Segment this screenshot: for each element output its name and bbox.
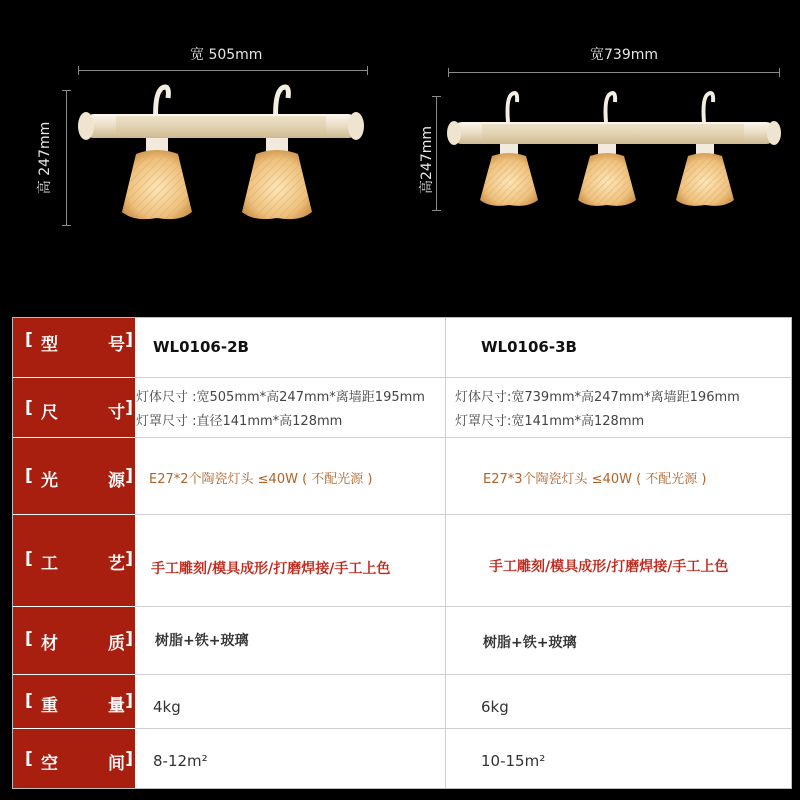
craft-right: 手工雕刻/模具成形/打磨焊接/手工上色 xyxy=(489,559,729,575)
left-height-tick-bottom xyxy=(62,225,71,226)
left-height-line xyxy=(66,90,67,226)
left-width-label: 宽 505mm xyxy=(190,47,263,63)
weight-left: 4kg xyxy=(153,698,181,716)
column-separator xyxy=(445,318,446,788)
size-right-shade: 灯罩尺寸:宽141mm*高128mm xyxy=(455,414,645,429)
craft-left: 手工雕刻/模具成形/打磨焊接/手工上色 xyxy=(151,561,391,577)
left-width-tick-end xyxy=(367,66,368,75)
label-material: [ 材 质 ] xyxy=(13,607,135,674)
space-right: 10-15m² xyxy=(481,752,546,770)
lamp-2-light-image xyxy=(76,84,366,234)
material-left: 树脂+铁+玻璃 xyxy=(155,633,249,649)
size-left-shade: 灯罩尺寸 :直径141mm*高128mm xyxy=(136,414,343,429)
size-right-body: 灯体尺寸:宽739mm*高247mm*离墙距196mm xyxy=(455,390,740,405)
right-width-tick-start xyxy=(448,68,449,77)
weight-right: 6kg xyxy=(481,698,509,716)
size-left-body: 灯体尺寸 :宽505mm*高247mm*离墙距195mm xyxy=(136,390,425,405)
label-light-source: [ 光 源 ] xyxy=(13,438,135,514)
material-right: 树脂+铁+玻璃 xyxy=(483,635,577,651)
left-height-label: 高 247mm xyxy=(37,121,54,195)
left-width-line xyxy=(78,70,368,71)
right-width-tick-end xyxy=(779,68,780,77)
right-width-label: 宽739mm xyxy=(590,47,658,63)
right-height-tick-bottom xyxy=(432,210,441,211)
right-height-label: 高247mm xyxy=(419,126,435,194)
label-space: [ 空 间 ] xyxy=(13,729,135,788)
spec-table xyxy=(12,317,792,789)
label-weight: [ 重 量 ] xyxy=(13,675,135,728)
right-width-line xyxy=(448,72,780,73)
label-model: [ 型 号 ] xyxy=(13,318,135,377)
light-source-right: E27*3个陶瓷灯头 ≤40W ( 不配光源 ) xyxy=(483,472,707,487)
label-craft: [ 工 艺 ] xyxy=(13,515,135,606)
right-height-tick-top xyxy=(432,96,441,97)
left-height-tick-top xyxy=(62,90,71,91)
label-size: [ 尺 寸 ] xyxy=(13,378,135,437)
light-source-left: E27*2个陶瓷灯头 ≤40W ( 不配光源 ) xyxy=(149,472,373,487)
space-left: 8-12m² xyxy=(153,752,208,770)
left-width-tick-start xyxy=(78,66,79,75)
model-right: WL0106-3B xyxy=(481,338,577,356)
lamp-3-light-image xyxy=(446,90,782,215)
product-preview xyxy=(0,0,800,316)
model-left: WL0106-2B xyxy=(153,338,249,356)
right-height-line xyxy=(436,96,437,211)
